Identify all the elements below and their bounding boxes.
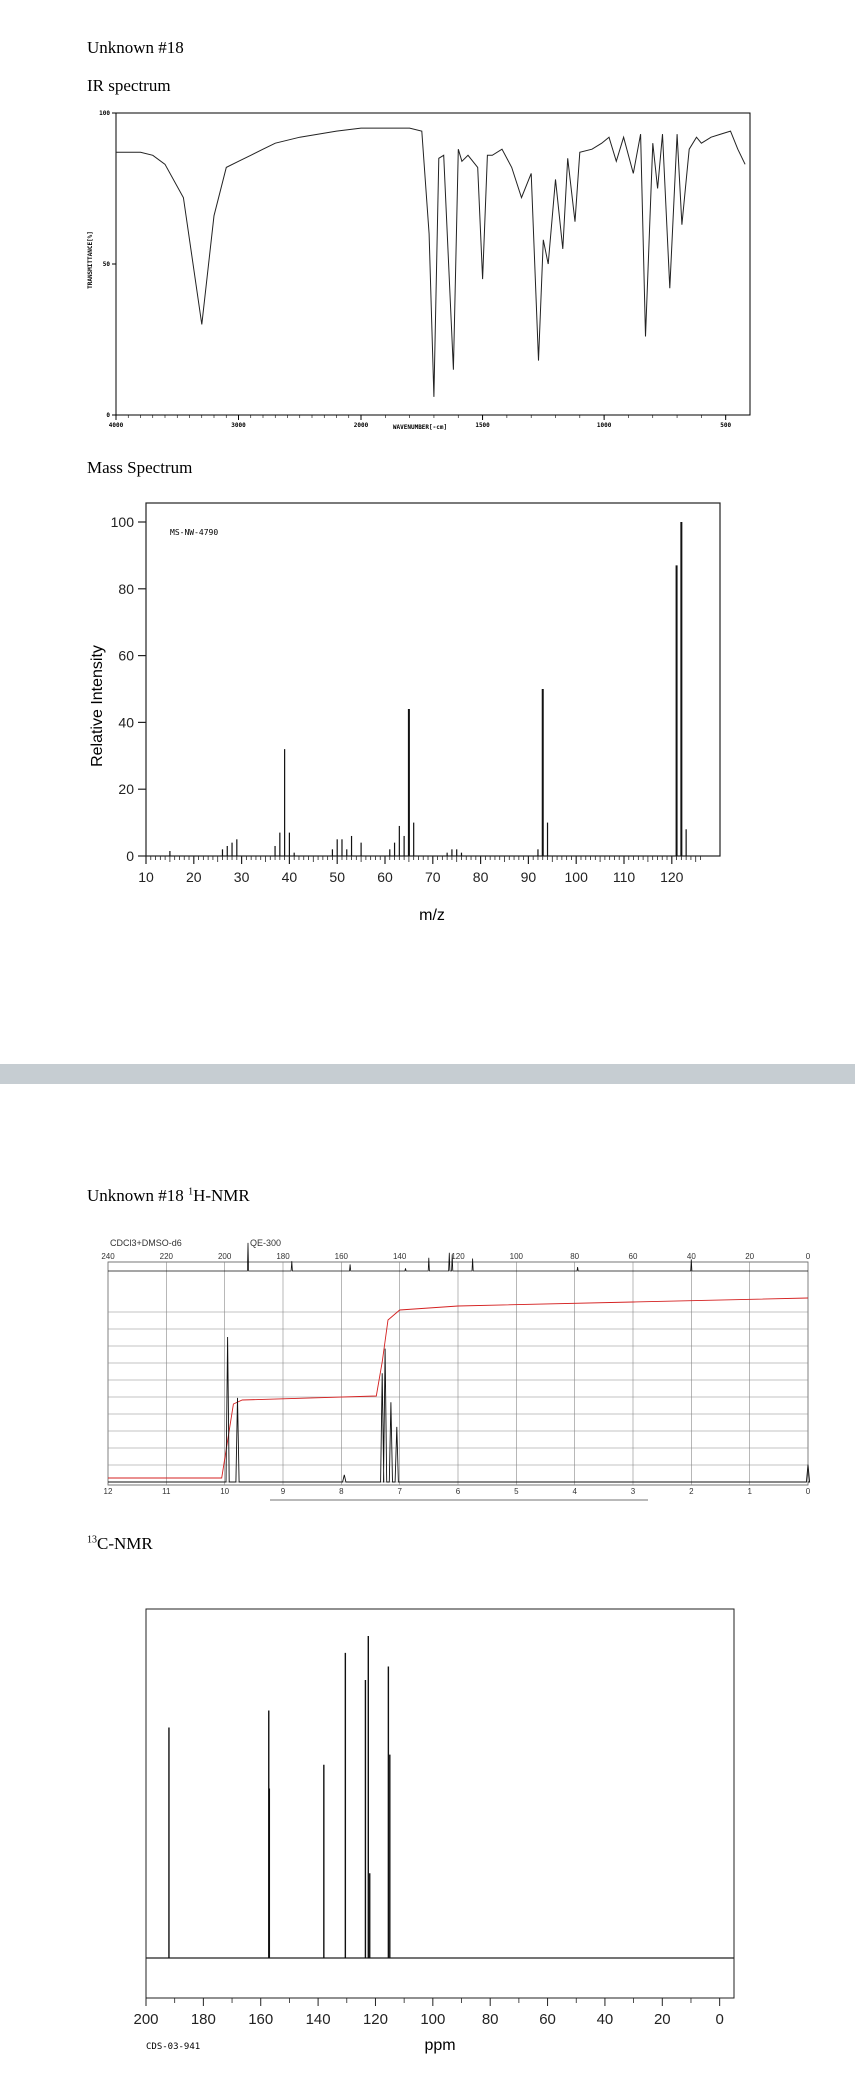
ms-x-tick-label: 60 xyxy=(377,869,393,885)
ir-y-tick-label: 0 xyxy=(106,412,110,419)
ir-x-tick-label: 1000 xyxy=(596,422,612,429)
cnmr-x-tick-label: 120 xyxy=(362,2011,388,2028)
cnmr-plot-frame xyxy=(146,1609,734,1998)
hnmr-bottom-tick-label: 1 xyxy=(747,1487,752,1496)
ir-spectrum-chart xyxy=(0,105,855,465)
hnmr-top-tick-label: 140 xyxy=(392,1252,407,1261)
hnmr-top-tick-label: 0 xyxy=(805,1252,811,1261)
hnmr-top-tick-label: 200 xyxy=(217,1252,232,1261)
ir-x-tick-label: 500 xyxy=(720,422,732,429)
mass-spectrum-chart xyxy=(0,488,855,948)
ir-x-tick-label: 4000 xyxy=(108,422,124,429)
cnmr-x-tick-label: 160 xyxy=(248,2011,274,2028)
ms-y-tick-label: 60 xyxy=(118,647,134,664)
hnmr-bottom-tick-label: 8 xyxy=(339,1487,344,1496)
cnmr-x-tick-label: 100 xyxy=(420,2011,446,2028)
cnmr-x-tick-label: 60 xyxy=(539,2011,556,2028)
ms-x-tick-label: 110 xyxy=(612,869,636,885)
hnmr-top-tick-label: 240 xyxy=(101,1252,115,1261)
hnmr-bottom-tick-label: 6 xyxy=(455,1487,461,1496)
hnmr-top-tick-label: 80 xyxy=(570,1252,580,1261)
hnmr-heading: Unknown #18 $^1$H-NMR xyxy=(87,1186,250,1205)
hnmr-bottom-tick-label: 0 xyxy=(805,1487,811,1496)
cnmr-x-tick-label: 20 xyxy=(653,2011,671,2028)
ms-heading: Mass Spectrum xyxy=(87,458,193,477)
ms-y-tick-label: 20 xyxy=(118,781,134,798)
ms-x-tick-label: 90 xyxy=(520,869,537,885)
ms-x-tick-label: 20 xyxy=(186,869,202,885)
hnmr-top-tick-label: 20 xyxy=(745,1252,755,1261)
cnmr-x-tick-label: 140 xyxy=(305,2011,331,2028)
cnmr-x-tick-label: 40 xyxy=(596,2011,614,2028)
ms-x-tick-label: 70 xyxy=(425,869,441,885)
ir-heading: IR spectrum xyxy=(87,76,171,95)
ir-x-tick-label: 3000 xyxy=(231,422,246,429)
ms-xlabel: m/z xyxy=(419,907,445,924)
ms-x-tick-label: 50 xyxy=(329,869,345,885)
cnmr-x-tick-label: 180 xyxy=(190,2011,216,2028)
hnmr-bottom-tick-label: 9 xyxy=(280,1487,286,1496)
ms-plot-frame xyxy=(146,503,720,856)
hnmr-bottom-tick-label: 12 xyxy=(103,1487,113,1496)
hnmr-top-tick-label: 60 xyxy=(628,1252,638,1261)
ir-y-tick-label: 100 xyxy=(99,110,110,117)
hnmr-bottom-tick-label: 4 xyxy=(572,1487,577,1496)
cnmr-x-tick-label: 0 xyxy=(715,2011,724,2028)
ir-trace xyxy=(116,128,745,397)
ms-x-tick-label: 100 xyxy=(564,869,588,885)
ms-y-tick-label: 100 xyxy=(110,514,134,530)
page-title: Unknown #18 xyxy=(87,38,184,57)
hnmr-bottom-tick-label: 11 xyxy=(162,1487,171,1496)
cnmr-spectrum-chart xyxy=(0,1600,855,2070)
hnmr-bottom-tick-label: 10 xyxy=(220,1487,230,1496)
hnmr-top-tick-label: 180 xyxy=(276,1252,290,1261)
hnmr-solvent-label: CDCl3+DMSO-d6 xyxy=(110,1238,182,1248)
cnmr-xlabel: ppm xyxy=(424,2037,456,2054)
hnmr-bottom-tick-label: 5 xyxy=(514,1487,519,1496)
ms-x-tick-label: 40 xyxy=(281,869,298,885)
ir-y-tick-label: 50 xyxy=(102,261,110,268)
ms-x-tick-label: 10 xyxy=(138,869,154,885)
ir-ylabel: TRANSMITTANCE[%] xyxy=(87,231,94,289)
ms-x-tick-label: 120 xyxy=(660,869,684,885)
ms-y-tick-label: 40 xyxy=(118,714,134,731)
hnmr-top-tick-label: 40 xyxy=(686,1252,696,1261)
ms-x-tick-label: 30 xyxy=(233,869,250,885)
hnmr-instrument-label: QE-300 xyxy=(250,1238,282,1248)
ir-xlabel: WAVENUMBER[-cm] xyxy=(392,424,448,431)
ir-x-tick-label: 1500 xyxy=(475,422,490,429)
ms-x-tick-label: 80 xyxy=(472,869,489,885)
hnmr-bottom-tick-label: 3 xyxy=(630,1487,636,1496)
ms-y-tick-label: 80 xyxy=(118,580,134,597)
hnmr-trace xyxy=(108,1337,810,1482)
hnmr-top-tick-label: 160 xyxy=(334,1252,349,1261)
hnmr-bottom-tick-label: 2 xyxy=(689,1487,694,1496)
cnmr-x-tick-label: 80 xyxy=(481,2011,499,2028)
ms-y-tick-label: 0 xyxy=(126,848,134,864)
hnmr-top-tick-label: 120 xyxy=(451,1252,465,1261)
cnmr-x-tick-label: 200 xyxy=(133,2011,159,2028)
cnmr-footer: CDS-03-941 xyxy=(146,2042,201,2052)
hnmr-top-tick-label: 220 xyxy=(159,1252,174,1261)
hnmr-spectrum-chart xyxy=(0,1232,855,1496)
page-divider xyxy=(0,1064,855,1084)
ms-ylabel: Relative Intensity xyxy=(89,645,106,767)
hnmr-bottom-tick-label: 7 xyxy=(397,1487,402,1496)
hnmr-top-tick-label: 100 xyxy=(509,1252,524,1261)
ir-x-tick-label: 2000 xyxy=(353,422,369,429)
ms-annotation: MS-NW-4790 xyxy=(170,528,219,537)
cnmr-heading: $^{13}$C-NMR xyxy=(87,1534,153,1553)
